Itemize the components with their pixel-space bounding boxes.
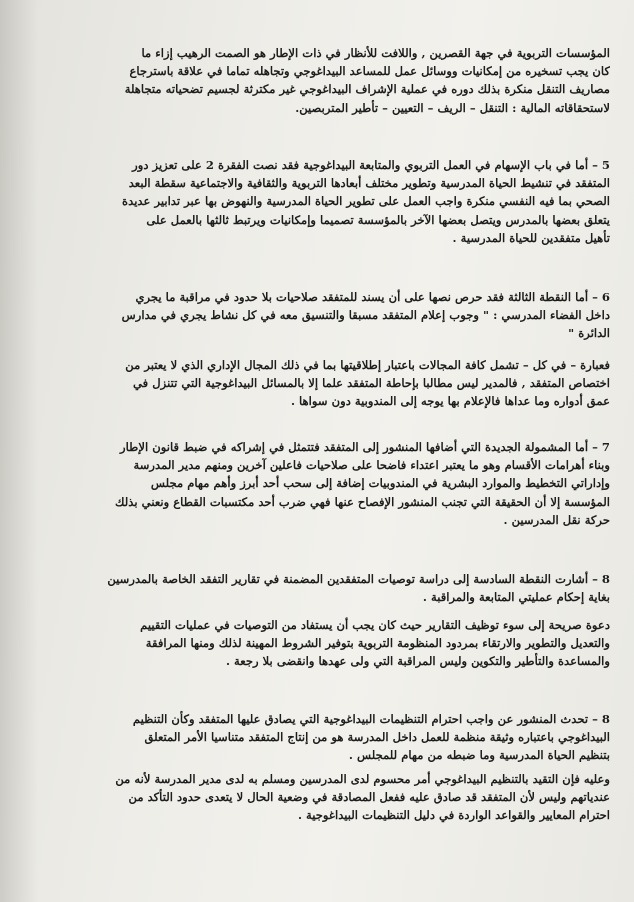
text-line: وإداراتي التخطيط والموارد البشرية في المندوبيات إضافة إلى سحب أحد أبرز وأهم مهام مجلس xyxy=(150,476,610,491)
text-line: احترام المعايير والقواعد الواردة في دليل التنظيمات البيداغوجية . xyxy=(297,808,610,823)
text-line: داخل الفضاء المدرسي : " وجوب إعلام المتفقد مسبقا والتنسيق معه في كل نشاط يجري في مدارس xyxy=(121,308,610,323)
point-8a-continuation xyxy=(28,616,610,671)
text-line: 7 – أما المشمولة الجديدة التي أضافها المنشور إلى المتفقد فتتمثل في إشراكه في ضبط قانون الإطار xyxy=(120,440,610,454)
point-6-continuation xyxy=(28,356,610,411)
text-line: يتعلق بعضها بالمدرس ويتصل بعضها الآخر بالمؤسسة تصميما وإمكانيات ويرتبط ثالثها بالعمل على xyxy=(146,212,610,227)
text-line: بتنظيم الحياة المدرسية وما ضبطه من مهام للمجلس . xyxy=(348,748,610,763)
text-line: عمق أدواره وما عداها فالإعلام بها يوجه إلى المندوبية دون سواها . xyxy=(290,394,610,409)
text-line: المؤسسات التربوية في جهة القصرين , واللافت للأنظار في ذات الإطار هو الصمت الرهيب إزاء ما xyxy=(141,46,610,60)
text-line: الدائرة " xyxy=(568,326,610,341)
point-8b-paragraph xyxy=(28,710,610,765)
point-6-paragraph xyxy=(28,288,610,343)
text-line: 6 – أما النقطة الثالثة فقد حرص نصها على أن يسند للمتفقد صلاحيات بلا حدود في مراقبة ما يجري xyxy=(135,290,610,304)
intro-paragraph xyxy=(28,44,610,117)
text-line: 8 – أشارت النقطة السادسة إلى دراسة توصيات المتفقدين المضمنة في تقارير التفقد الخاصة بالمدرسين xyxy=(107,572,610,586)
text-line: دعوة صريحة إلى سوء توظيف التقارير حيث كان يجب أن يستفاد من التوصيات في عمليات التقييم xyxy=(140,618,610,632)
text-line: حركة نقل المدرسين . xyxy=(503,512,610,527)
text-line: الصحي بما فيه النفسي منكرة واجب العمل على تطوير الحياة المدرسية والنهوض بها عبر تدابير عديدة xyxy=(122,194,610,209)
text-line: مصاريف التنقل منكرة بذلك دوره في عملية الإشراف البيداغوجي غير مكترثة لجسيم تضحياته متجاهلة xyxy=(124,82,610,97)
text-line: وبناء أهرامات الأقسام وهو ما يعتبر اعتداء فاضحا على صلاحيات فاعلين آخرين ومنهم مدير المدرسة xyxy=(133,458,610,473)
text-line: تأهيل متفقدين للحياة المدرسية . xyxy=(452,230,610,245)
text-line: البيداغوجي باعتباره وثيقة منظمة للعمل داخل المدرسة هو من إنتاج المتفقد متناسيا الأمر المتعلق xyxy=(144,730,610,745)
text-line: المتفقد في تنشيط الحياة المدرسية وتطوير مختلف أبعادها التربوية والثقافية والاجتماعية سقطة البعد xyxy=(128,176,610,191)
text-line: بغاية إحكام عمليتي المتابعة والمراقبة . xyxy=(422,590,610,605)
point-5-paragraph xyxy=(28,156,610,247)
text-line: 8 – تحدث المنشور عن واجب احترام التنظيمات البيداغوجية التي يصادق عليها المتفقد وكأن التنظيم xyxy=(132,712,610,726)
point-8b-continuation xyxy=(28,770,610,825)
text-line: المؤسسة إلا أن الحقيقة التي تجنب المنشور الإفصاح عنها فهي ضرب أحد مكتسبات القطاع ونعني بذلك xyxy=(115,494,610,509)
text-line: اختصاص المتفقد , فالمدير ليس مطالبا بإحاطة المتفقد علما إلا بالمسائل البيداغوجية التي تتنزل في xyxy=(133,376,610,391)
text-line: فعبارة – في كل – تشمل كافة المجالات باعتبار إطلاقيتها بما في ذلك المجال الإداري الذي لا يعتبر من xyxy=(125,358,610,372)
text-line: وعليه فإن التقيد بالتنظيم البيداغوجي أمر محسوم لدى المدرسين ومسلم به لدى مدير المدرسة لأنه من xyxy=(115,772,610,786)
text-line: عندياتهم وليس لأن المتفقد قد صادق عليه ففعل المصادقة في وضعية الحال لا يتعدى حدود التأكد من xyxy=(128,790,610,805)
text-line: 5 – أما في باب الإسهام في العمل التربوي والمتابعة البيداغوجية فقد نصت الفقرة 2 على تعزيز دور xyxy=(132,158,610,172)
text-line: كان يجب تسخيره من إمكانيات ووسائل عمل للمساعد البيداغوجي وتجاهله تماما في علاقة باسترجاع xyxy=(129,64,610,79)
point-7-paragraph xyxy=(28,438,610,529)
text-line: والتعديل والتطوير والارتقاء بمردود المنظومة التربوية بتوفير الشروط المهينة لذلك ومنها المرافقة xyxy=(145,636,610,651)
point-8a-paragraph xyxy=(28,570,610,606)
text-line: والمساعدة والتأطير والتكوين وليس المراقبة التي ولى عهدها وانقضى بلا رجعة . xyxy=(225,654,610,669)
text-line: لاستحقاقاته المالية : التنقل – الريف – التعيين – تأطير المتربصين. xyxy=(295,100,610,115)
